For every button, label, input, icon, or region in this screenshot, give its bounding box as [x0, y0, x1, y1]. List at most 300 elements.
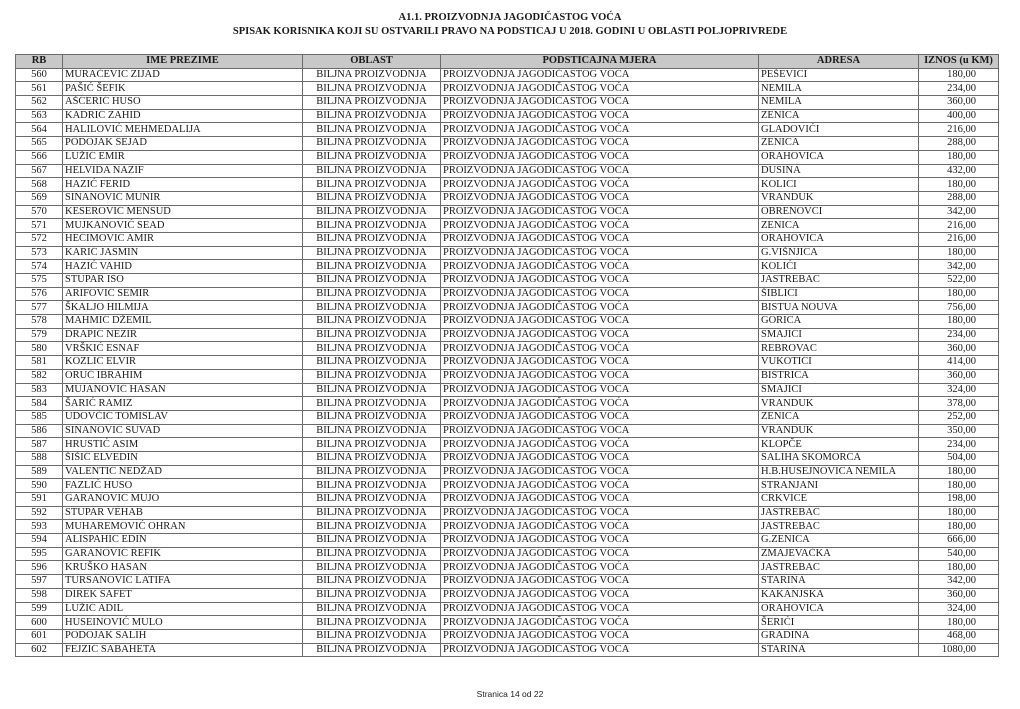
incentive-measure-cell: PROIZVODNJA JAGODIČASTOG VOĆA [441, 397, 759, 411]
row-number-cell: 585 [16, 410, 63, 424]
address-cell: BISTUA NOUVA [759, 301, 919, 315]
incentive-measure-cell: PROIZVODNJA JAGODIČASTOG VOĆA [441, 493, 759, 507]
address-cell: ORAHOVICA [759, 150, 919, 164]
incentive-measure-cell: PROIZVODNJA JAGODIČASTOG VOĆA [441, 602, 759, 616]
incentive-measure-cell: PROIZVODNJA JAGODIČASTOG VOĆA [441, 410, 759, 424]
amount-cell: 400,00 [919, 109, 999, 123]
row-number-cell: 594 [16, 534, 63, 548]
amount-cell: 342,00 [919, 260, 999, 274]
amount-cell: 180,00 [919, 465, 999, 479]
address-cell: SALIHA SKOMORCA [759, 451, 919, 465]
area-cell: BILJNA PROIZVODNJA [303, 479, 441, 493]
row-number-cell: 584 [16, 397, 63, 411]
incentive-measure-cell: PROIZVODNJA JAGODIČASTOG VOĆA [441, 68, 759, 82]
row-number-cell: 576 [16, 287, 63, 301]
row-number-cell: 574 [16, 260, 63, 274]
table-row [16, 287, 999, 301]
area-cell: BILJNA PROIZVODNJA [303, 356, 441, 370]
area-cell: BILJNA PROIZVODNJA [303, 397, 441, 411]
row-number-cell: 593 [16, 520, 63, 534]
area-cell: BILJNA PROIZVODNJA [303, 342, 441, 356]
incentive-measure-cell: PROIZVODNJA JAGODIČASTOG VOĆA [441, 383, 759, 397]
table-row [16, 246, 999, 260]
row-number-cell: 582 [16, 369, 63, 383]
row-number-cell: 572 [16, 232, 63, 246]
row-number-cell: 598 [16, 588, 63, 602]
area-cell: BILJNA PROIZVODNJA [303, 588, 441, 602]
address-cell: GRADINA [759, 629, 919, 643]
address-cell: OBRENOVCI [759, 205, 919, 219]
row-number-cell: 580 [16, 342, 63, 356]
amount-cell: 540,00 [919, 547, 999, 561]
amount-cell: 324,00 [919, 383, 999, 397]
address-cell: DUSINA [759, 164, 919, 178]
amount-cell: 414,00 [919, 356, 999, 370]
incentive-measure-cell: PROIZVODNJA JAGODIČASTOG VOĆA [441, 616, 759, 630]
row-number-cell: 570 [16, 205, 63, 219]
area-cell: BILJNA PROIZVODNJA [303, 164, 441, 178]
beneficiary-name-cell: HAZIĆ VAHID [63, 260, 303, 274]
row-number-cell: 566 [16, 150, 63, 164]
area-cell: BILJNA PROIZVODNJA [303, 301, 441, 315]
row-number-cell: 563 [16, 109, 63, 123]
row-number-cell: 595 [16, 547, 63, 561]
address-cell: ZENICA [759, 137, 919, 151]
beneficiary-name-cell: KADRIĆ ZAHID [63, 109, 303, 123]
area-cell: BILJNA PROIZVODNJA [303, 493, 441, 507]
area-cell: BILJNA PROIZVODNJA [303, 82, 441, 96]
area-cell: BILJNA PROIZVODNJA [303, 328, 441, 342]
incentive-measure-cell: PROIZVODNJA JAGODIČASTOG VOĆA [441, 342, 759, 356]
table-row [16, 602, 999, 616]
amount-cell: 216,00 [919, 123, 999, 137]
area-cell: BILJNA PROIZVODNJA [303, 616, 441, 630]
address-cell: VUKOTIĆI [759, 356, 919, 370]
beneficiary-name-cell: STUPAR VEHAB [63, 506, 303, 520]
address-cell: VRANDUK [759, 397, 919, 411]
table-row [16, 479, 999, 493]
table-row [16, 356, 999, 370]
area-cell: BILJNA PROIZVODNJA [303, 575, 441, 589]
beneficiary-name-cell: FAZLIĆ HUSO [63, 479, 303, 493]
address-cell: ŠERIĆI [759, 616, 919, 630]
address-cell: STRANJANI [759, 479, 919, 493]
beneficiary-name-cell: ALISPAHIĆ EDIN [63, 534, 303, 548]
row-number-cell: 561 [16, 82, 63, 96]
area-cell: BILJNA PROIZVODNJA [303, 506, 441, 520]
beneficiary-name-cell: DRAPIĆ NEZIR [63, 328, 303, 342]
beneficiary-name-cell: VALENTIĆ NEDŽAD [63, 465, 303, 479]
row-number-cell: 567 [16, 164, 63, 178]
row-number-cell: 568 [16, 178, 63, 192]
amount-cell: 360,00 [919, 96, 999, 110]
address-cell: ORAHOVICA [759, 602, 919, 616]
area-cell: BILJNA PROIZVODNJA [303, 315, 441, 329]
incentive-measure-cell: PROIZVODNJA JAGODIČASTOG VOĆA [441, 232, 759, 246]
row-number-cell: 600 [16, 616, 63, 630]
address-cell: KOLICI [759, 178, 919, 192]
beneficiary-name-cell: FEJZIĆ SABAHETA [63, 643, 303, 657]
incentive-measure-cell: PROIZVODNJA JAGODIČASTOG VOĆA [441, 534, 759, 548]
row-number-cell: 586 [16, 424, 63, 438]
table-row [16, 465, 999, 479]
beneficiary-name-cell: HALILOVIĆ MEHMEDALIJA [63, 123, 303, 137]
table-row [16, 629, 999, 643]
beneficiary-name-cell: KOZLIĆ ELVIR [63, 356, 303, 370]
area-cell: BILJNA PROIZVODNJA [303, 451, 441, 465]
beneficiary-name-cell: MURAČEVIC ZIJAD [63, 68, 303, 82]
table-row [16, 410, 999, 424]
amount-cell: 504,00 [919, 451, 999, 465]
row-number-cell: 571 [16, 219, 63, 233]
amount-cell: 324,00 [919, 602, 999, 616]
area-cell: BILJNA PROIZVODNJA [303, 109, 441, 123]
table-row [16, 68, 999, 82]
incentive-measure-cell: PROIZVODNJA JAGODIČASTOG VOĆA [441, 520, 759, 534]
incentive-measure-cell: PROIZVODNJA JAGODIČASTOG VOĆA [441, 369, 759, 383]
address-cell: ZENICA [759, 219, 919, 233]
amount-cell: 666,00 [919, 534, 999, 548]
address-cell: SMAJIĆI [759, 383, 919, 397]
table-row [16, 164, 999, 178]
area-cell: BILJNA PROIZVODNJA [303, 68, 441, 82]
area-cell: BILJNA PROIZVODNJA [303, 410, 441, 424]
incentive-measure-cell: PROIZVODNJA JAGODIČASTOG VOĆA [441, 643, 759, 657]
beneficiary-name-cell: GARANOVIĆ REFIK [63, 547, 303, 561]
table-row [16, 178, 999, 192]
beneficiary-name-cell: KRUŠKO HASAN [63, 561, 303, 575]
amount-cell: 360,00 [919, 588, 999, 602]
table-row [16, 301, 999, 315]
row-number-cell: 597 [16, 575, 63, 589]
incentive-measure-cell: PROIZVODNJA JAGODIČASTOG VOĆA [441, 178, 759, 192]
amount-cell: 288,00 [919, 137, 999, 151]
address-cell: SMAJIĆI [759, 328, 919, 342]
address-cell: JASTREBAC [759, 506, 919, 520]
amount-cell: 180,00 [919, 561, 999, 575]
table-row [16, 315, 999, 329]
amount-cell: 360,00 [919, 369, 999, 383]
incentive-measure-cell: PROIZVODNJA JAGODIČASTOG VOĆA [441, 547, 759, 561]
table-row [16, 643, 999, 657]
address-cell: NEMILA [759, 82, 919, 96]
beneficiary-name-cell: HAZIĆ FERID [63, 178, 303, 192]
table-row [16, 616, 999, 630]
area-cell: BILJNA PROIZVODNJA [303, 205, 441, 219]
table-row [16, 328, 999, 342]
table-row [16, 383, 999, 397]
beneficiary-name-cell: DIREK SAFET [63, 588, 303, 602]
address-cell: ŠIBLIĆI [759, 287, 919, 301]
column-header-name: IME PREZIME [63, 55, 303, 69]
area-cell: BILJNA PROIZVODNJA [303, 383, 441, 397]
column-header-rb: RB [16, 55, 63, 69]
address-cell: CRKVICE [759, 493, 919, 507]
table-row [16, 534, 999, 548]
row-number-cell: 592 [16, 506, 63, 520]
address-cell: H.B.HUSEJNOVICA NEMILA [759, 465, 919, 479]
area-cell: BILJNA PROIZVODNJA [303, 629, 441, 643]
area-cell: BILJNA PROIZVODNJA [303, 137, 441, 151]
beneficiary-name-cell: KARIĆ JASMIN [63, 246, 303, 260]
area-cell: BILJNA PROIZVODNJA [303, 123, 441, 137]
amount-cell: 252,00 [919, 410, 999, 424]
area-cell: BILJNA PROIZVODNJA [303, 274, 441, 288]
beneficiary-name-cell: ARIFOVIĆ SEMIR [63, 287, 303, 301]
area-cell: BILJNA PROIZVODNJA [303, 547, 441, 561]
incentive-measure-cell: PROIZVODNJA JAGODIČASTOG VOĆA [441, 274, 759, 288]
table-row [16, 561, 999, 575]
row-number-cell: 564 [16, 123, 63, 137]
area-cell: BILJNA PROIZVODNJA [303, 465, 441, 479]
amount-cell: 180,00 [919, 479, 999, 493]
table-row [16, 575, 999, 589]
address-cell: JASTREBAC [759, 520, 919, 534]
row-number-cell: 583 [16, 383, 63, 397]
area-cell: BILJNA PROIZVODNJA [303, 260, 441, 274]
row-number-cell: 560 [16, 68, 63, 82]
address-cell: KOLIĆI [759, 260, 919, 274]
row-number-cell: 573 [16, 246, 63, 260]
beneficiary-name-cell: PAŠIĆ ŠEFIK [63, 82, 303, 96]
table-row [16, 137, 999, 151]
amount-cell: 180,00 [919, 68, 999, 82]
area-cell: BILJNA PROIZVODNJA [303, 178, 441, 192]
address-cell: KLOPČE [759, 438, 919, 452]
amount-cell: 756,00 [919, 301, 999, 315]
beneficiary-name-cell: UDOVČIĆ TOMISLAV [63, 410, 303, 424]
table-row [16, 109, 999, 123]
column-header-amount: IZNOS (u KM) [919, 55, 999, 69]
row-number-cell: 591 [16, 493, 63, 507]
area-cell: BILJNA PROIZVODNJA [303, 424, 441, 438]
amount-cell: 288,00 [919, 191, 999, 205]
address-cell: JASTREBAC [759, 561, 919, 575]
incentive-measure-cell: PROIZVODNJA JAGODIČASTOG VOĆA [441, 246, 759, 260]
beneficiary-name-cell: MUJKANOVIĆ SEAD [63, 219, 303, 233]
amount-cell: 342,00 [919, 205, 999, 219]
table-row [16, 96, 999, 110]
row-number-cell: 577 [16, 301, 63, 315]
amount-cell: 180,00 [919, 178, 999, 192]
incentive-measure-cell: PROIZVODNJA JAGODIČASTOG VOĆA [441, 424, 759, 438]
incentive-measure-cell: PROIZVODNJA JAGODIČASTOG VOĆA [441, 164, 759, 178]
row-number-cell: 587 [16, 438, 63, 452]
row-number-cell: 590 [16, 479, 63, 493]
amount-cell: 180,00 [919, 287, 999, 301]
area-cell: BILJNA PROIZVODNJA [303, 561, 441, 575]
area-cell: BILJNA PROIZVODNJA [303, 191, 441, 205]
area-cell: BILJNA PROIZVODNJA [303, 246, 441, 260]
row-number-cell: 565 [16, 137, 63, 151]
incentive-measure-cell: PROIZVODNJA JAGODIČASTOG VOĆA [441, 191, 759, 205]
table-row [16, 123, 999, 137]
area-cell: BILJNA PROIZVODNJA [303, 643, 441, 657]
incentive-measure-cell: PROIZVODNJA JAGODIČASTOG VOĆA [441, 287, 759, 301]
table-row [16, 438, 999, 452]
address-cell: ZMAJEVAČKA [759, 547, 919, 561]
incentive-measure-cell: PROIZVODNJA JAGODIČASTOG VOĆA [441, 137, 759, 151]
table-row [16, 219, 999, 233]
table-row [16, 150, 999, 164]
beneficiary-name-cell: ŠIŠIĆ ELVEDIN [63, 451, 303, 465]
row-number-cell: 569 [16, 191, 63, 205]
beneficiary-name-cell: LUŽIĆ ADIL [63, 602, 303, 616]
incentive-measure-cell: PROIZVODNJA JAGODIČASTOG VOĆA [441, 96, 759, 110]
address-cell: REBROVAC [759, 342, 919, 356]
area-cell: BILJNA PROIZVODNJA [303, 219, 441, 233]
incentive-measure-cell: PROIZVODNJA JAGODIČASTOG VOĆA [441, 301, 759, 315]
row-number-cell: 562 [16, 96, 63, 110]
amount-cell: 342,00 [919, 575, 999, 589]
beneficiary-name-cell: HUSEINOVIĆ MULO [63, 616, 303, 630]
row-number-cell: 601 [16, 629, 63, 643]
table-row [16, 520, 999, 534]
amount-cell: 522,00 [919, 274, 999, 288]
row-number-cell: 581 [16, 356, 63, 370]
table-row [16, 451, 999, 465]
incentive-measure-cell: PROIZVODNJA JAGODIČASTOG VOĆA [441, 150, 759, 164]
document-subtitle: SPISAK KORISNIKA KOJI SU OSTVARILI PRAVO NA PODSTICAJ U 2018. GODINI U OBLASTI POLJOPRIVREDE [232, 26, 788, 37]
table-row [16, 205, 999, 219]
row-number-cell: 575 [16, 274, 63, 288]
address-cell: GORICA [759, 315, 919, 329]
beneficiary-name-cell: VRŠKIĆ ESNAF [63, 342, 303, 356]
table-row [16, 369, 999, 383]
beneficiary-name-cell: AŠĆERIĆ HUSO [63, 96, 303, 110]
table-header-row [16, 55, 999, 69]
address-cell: BISTRICA [759, 369, 919, 383]
address-cell: VRANDUK [759, 191, 919, 205]
row-number-cell: 589 [16, 465, 63, 479]
beneficiary-name-cell: HRUSTIĆ ASIM [63, 438, 303, 452]
incentive-measure-cell: PROIZVODNJA JAGODIČASTOG VOĆA [441, 315, 759, 329]
document-title: A1.1. PROIZVODNJA JAGODIČASTOG VOĆA [398, 12, 622, 23]
amount-cell: 180,00 [919, 520, 999, 534]
area-cell: BILJNA PROIZVODNJA [303, 534, 441, 548]
area-cell: BILJNA PROIZVODNJA [303, 438, 441, 452]
beneficiary-name-cell: ŠKALJO HILMIJA [63, 301, 303, 315]
address-cell: NEMILA [759, 96, 919, 110]
amount-cell: 216,00 [919, 232, 999, 246]
row-number-cell: 588 [16, 451, 63, 465]
beneficiary-name-cell: SINANOVIĆ MUNIR [63, 191, 303, 205]
amount-cell: 180,00 [919, 315, 999, 329]
amount-cell: 360,00 [919, 342, 999, 356]
beneficiary-name-cell: GARANOVIĆ MUJO [63, 493, 303, 507]
amount-cell: 1080,00 [919, 643, 999, 657]
beneficiary-name-cell: HELVIDA NAZIF [63, 164, 303, 178]
beneficiary-name-cell: HEĆIMOVIĆ AMIR [63, 232, 303, 246]
table-row [16, 191, 999, 205]
incentive-measure-cell: PROIZVODNJA JAGODIČASTOG VOĆA [441, 506, 759, 520]
area-cell: BILJNA PROIZVODNJA [303, 150, 441, 164]
beneficiary-name-cell: TURSANOVIĆ LATIFA [63, 575, 303, 589]
amount-cell: 468,00 [919, 629, 999, 643]
amount-cell: 198,00 [919, 493, 999, 507]
area-cell: BILJNA PROIZVODNJA [303, 602, 441, 616]
beneficiary-name-cell: PODOJAK SALIH [63, 629, 303, 643]
row-number-cell: 596 [16, 561, 63, 575]
beneficiary-name-cell: KESEROVIĆ MENSUD [63, 205, 303, 219]
address-cell: ZENICA [759, 109, 919, 123]
amount-cell: 432,00 [919, 164, 999, 178]
beneficiary-name-cell: SINANOVIĆ SUVAD [63, 424, 303, 438]
address-cell: GLADOVIĆI [759, 123, 919, 137]
address-cell: ORAHOVICA [759, 232, 919, 246]
area-cell: BILJNA PROIZVODNJA [303, 369, 441, 383]
amount-cell: 378,00 [919, 397, 999, 411]
beneficiary-name-cell: LUŽIĆ EMIR [63, 150, 303, 164]
area-cell: BILJNA PROIZVODNJA [303, 520, 441, 534]
address-cell: G.VIŠNJICA [759, 246, 919, 260]
address-cell: ZENICA [759, 410, 919, 424]
beneficiary-name-cell: STUPAR ISO [63, 274, 303, 288]
amount-cell: 180,00 [919, 616, 999, 630]
incentive-measure-cell: PROIZVODNJA JAGODIČASTOG VOĆA [441, 205, 759, 219]
table-row [16, 506, 999, 520]
area-cell: BILJNA PROIZVODNJA [303, 96, 441, 110]
table-row [16, 493, 999, 507]
table-row [16, 82, 999, 96]
amount-cell: 234,00 [919, 82, 999, 96]
table-row [16, 547, 999, 561]
address-cell: G.ZENICA [759, 534, 919, 548]
incentive-measure-cell: PROIZVODNJA JAGODIČASTOG VOĆA [441, 356, 759, 370]
incentive-measure-cell: PROIZVODNJA JAGODIČASTOG VOĆA [441, 451, 759, 465]
table-row [16, 424, 999, 438]
incentive-measure-cell: PROIZVODNJA JAGODIČASTOG VOĆA [441, 629, 759, 643]
row-number-cell: 599 [16, 602, 63, 616]
row-number-cell: 579 [16, 328, 63, 342]
table-row [16, 260, 999, 274]
area-cell: BILJNA PROIZVODNJA [303, 287, 441, 301]
page-footer: Stranica 14 od 22 [476, 689, 544, 699]
row-number-cell: 602 [16, 643, 63, 657]
column-header-address: ADRESA [759, 55, 919, 69]
table-row [16, 232, 999, 246]
incentive-measure-cell: PROIZVODNJA JAGODIČASTOG VOĆA [441, 561, 759, 575]
table-row [16, 342, 999, 356]
incentive-measure-cell: PROIZVODNJA JAGODIČASTOG VOĆA [441, 260, 759, 274]
incentive-measure-cell: PROIZVODNJA JAGODIČASTOG VOĆA [441, 575, 759, 589]
incentive-measure-cell: PROIZVODNJA JAGODIČASTOG VOĆA [441, 123, 759, 137]
amount-cell: 180,00 [919, 246, 999, 260]
incentive-measure-cell: PROIZVODNJA JAGODIČASTOG VOĆA [441, 328, 759, 342]
beneficiary-name-cell: MAHMIĆ DŽEMIL [63, 315, 303, 329]
beneficiary-name-cell: MUJANOVIĆ HASAN [63, 383, 303, 397]
column-header-measure: PODSTICAJNA MJERA [441, 55, 759, 69]
incentive-measure-cell: PROIZVODNJA JAGODIČASTOG VOĆA [441, 82, 759, 96]
table-row [16, 588, 999, 602]
incentive-measure-cell: PROIZVODNJA JAGODIČASTOG VOĆA [441, 438, 759, 452]
column-header-area: OBLAST [303, 55, 441, 69]
amount-cell: 180,00 [919, 506, 999, 520]
amount-cell: 216,00 [919, 219, 999, 233]
incentive-measure-cell: PROIZVODNJA JAGODIČASTOG VOĆA [441, 479, 759, 493]
table-row [16, 397, 999, 411]
address-cell: KAKANJSKA [759, 588, 919, 602]
row-number-cell: 578 [16, 315, 63, 329]
amount-cell: 180,00 [919, 150, 999, 164]
area-cell: BILJNA PROIZVODNJA [303, 232, 441, 246]
beneficiary-name-cell: ŠARIĆ RAMIZ [63, 397, 303, 411]
beneficiary-name-cell: PODOJAK SEJAD [63, 137, 303, 151]
address-cell: JASTREBAC [759, 274, 919, 288]
address-cell: STARINA [759, 575, 919, 589]
beneficiary-name-cell: MUHAREMOVIĆ OHRAN [63, 520, 303, 534]
incentive-measure-cell: PROIZVODNJA JAGODIČASTOG VOĆA [441, 219, 759, 233]
